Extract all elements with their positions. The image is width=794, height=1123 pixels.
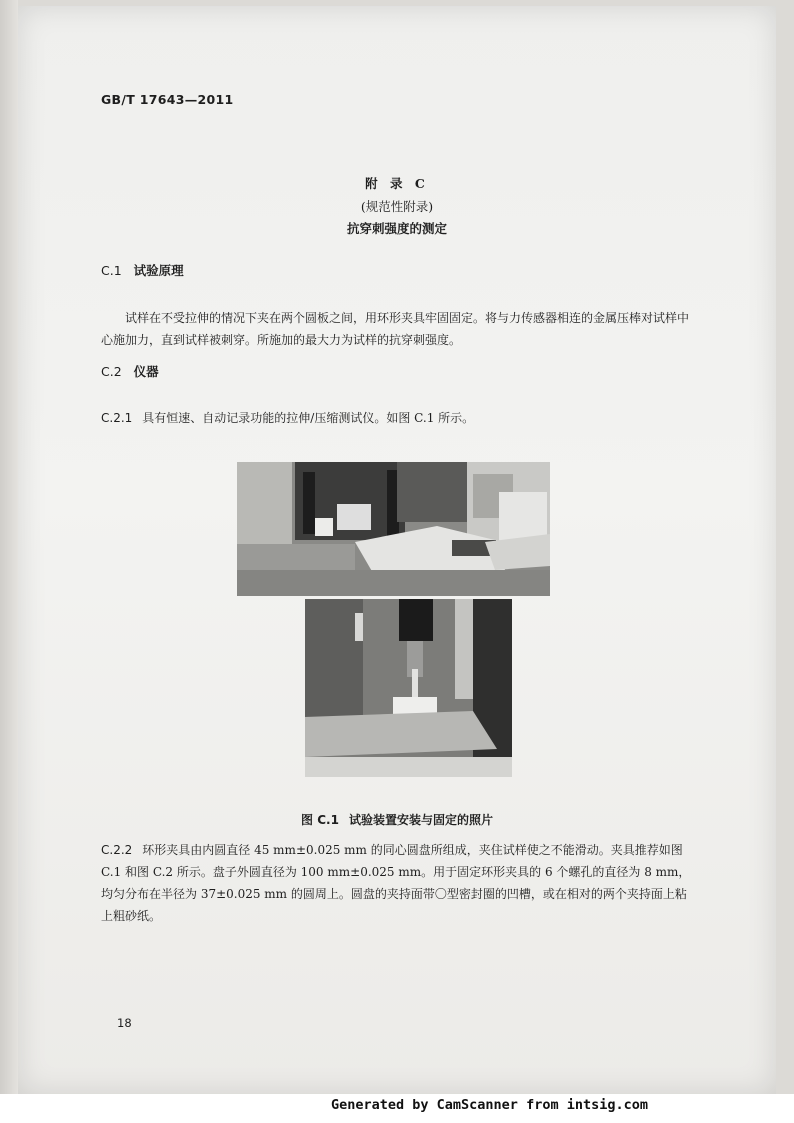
section-text: 环形夹具由内圆直径 45 mm±0.025 mm 的同心圆盘所组成，夹住试样使之不能滑动。夹具推荐如图 C.1 和图 C.2 所示。盘子外圆直径为 100 mm±0.025 mm。用于固定环形夹具的 6 个螺孔的直径为 8 mm，均匀分布在半径为 37±0.025 mm 的圆周上。圆盘的夹持面带〇型密封圈的凹槽，或在相对的两个夹持面上粘上粗砂纸。: [101, 843, 691, 923]
annex-name: 抗穿刺强度的测定: [346, 221, 447, 236]
photo-test-machine: [237, 462, 550, 596]
section-c21-body: [101, 407, 691, 429]
annex-title: 附 录 C: [365, 176, 429, 191]
section-title: 仪器: [133, 364, 159, 379]
scanner-footer: Generated by CamScanner from intsig.com: [331, 1097, 648, 1113]
section-number: C.2.2: [101, 843, 133, 857]
page-number: 18: [117, 1016, 132, 1030]
section-number: C.2.1: [101, 411, 133, 425]
annex-subtitle: (规范性附录): [360, 199, 434, 214]
figure-caption-text: 试验装置安装与固定的照片: [348, 813, 493, 827]
section-number: C.2: [101, 364, 122, 379]
section-c1-heading: [101, 261, 184, 279]
photo-test-machine-drawing: [237, 462, 550, 596]
standard-code: GB/T 17643—2011: [101, 92, 234, 107]
section-c22-body: [101, 839, 691, 927]
section-title: 试验原理: [133, 263, 184, 278]
photo-fixture-drawing: [305, 599, 512, 777]
figure-number: 图 C.1: [301, 813, 339, 827]
section-text: 具有恒速、自动记录功能的拉伸/压缩测试仪。如图 C.1 所示。: [142, 411, 475, 425]
section-c2-heading: [101, 362, 159, 380]
figure-caption: [0, 811, 794, 828]
photo-fixture-closeup: [305, 599, 512, 777]
scan-left-edge: [0, 0, 18, 1123]
section-number: C.1: [101, 263, 122, 278]
section-c1-body: 试样在不受拉伸的情况下夹在两个圆板之间，用环形夹具牢固固定。将与力传感器相连的金属压棒对试样中心施加力，直到试样被刺穿。所施加的最大力为试样的抗穿刺强度。: [101, 311, 690, 347]
